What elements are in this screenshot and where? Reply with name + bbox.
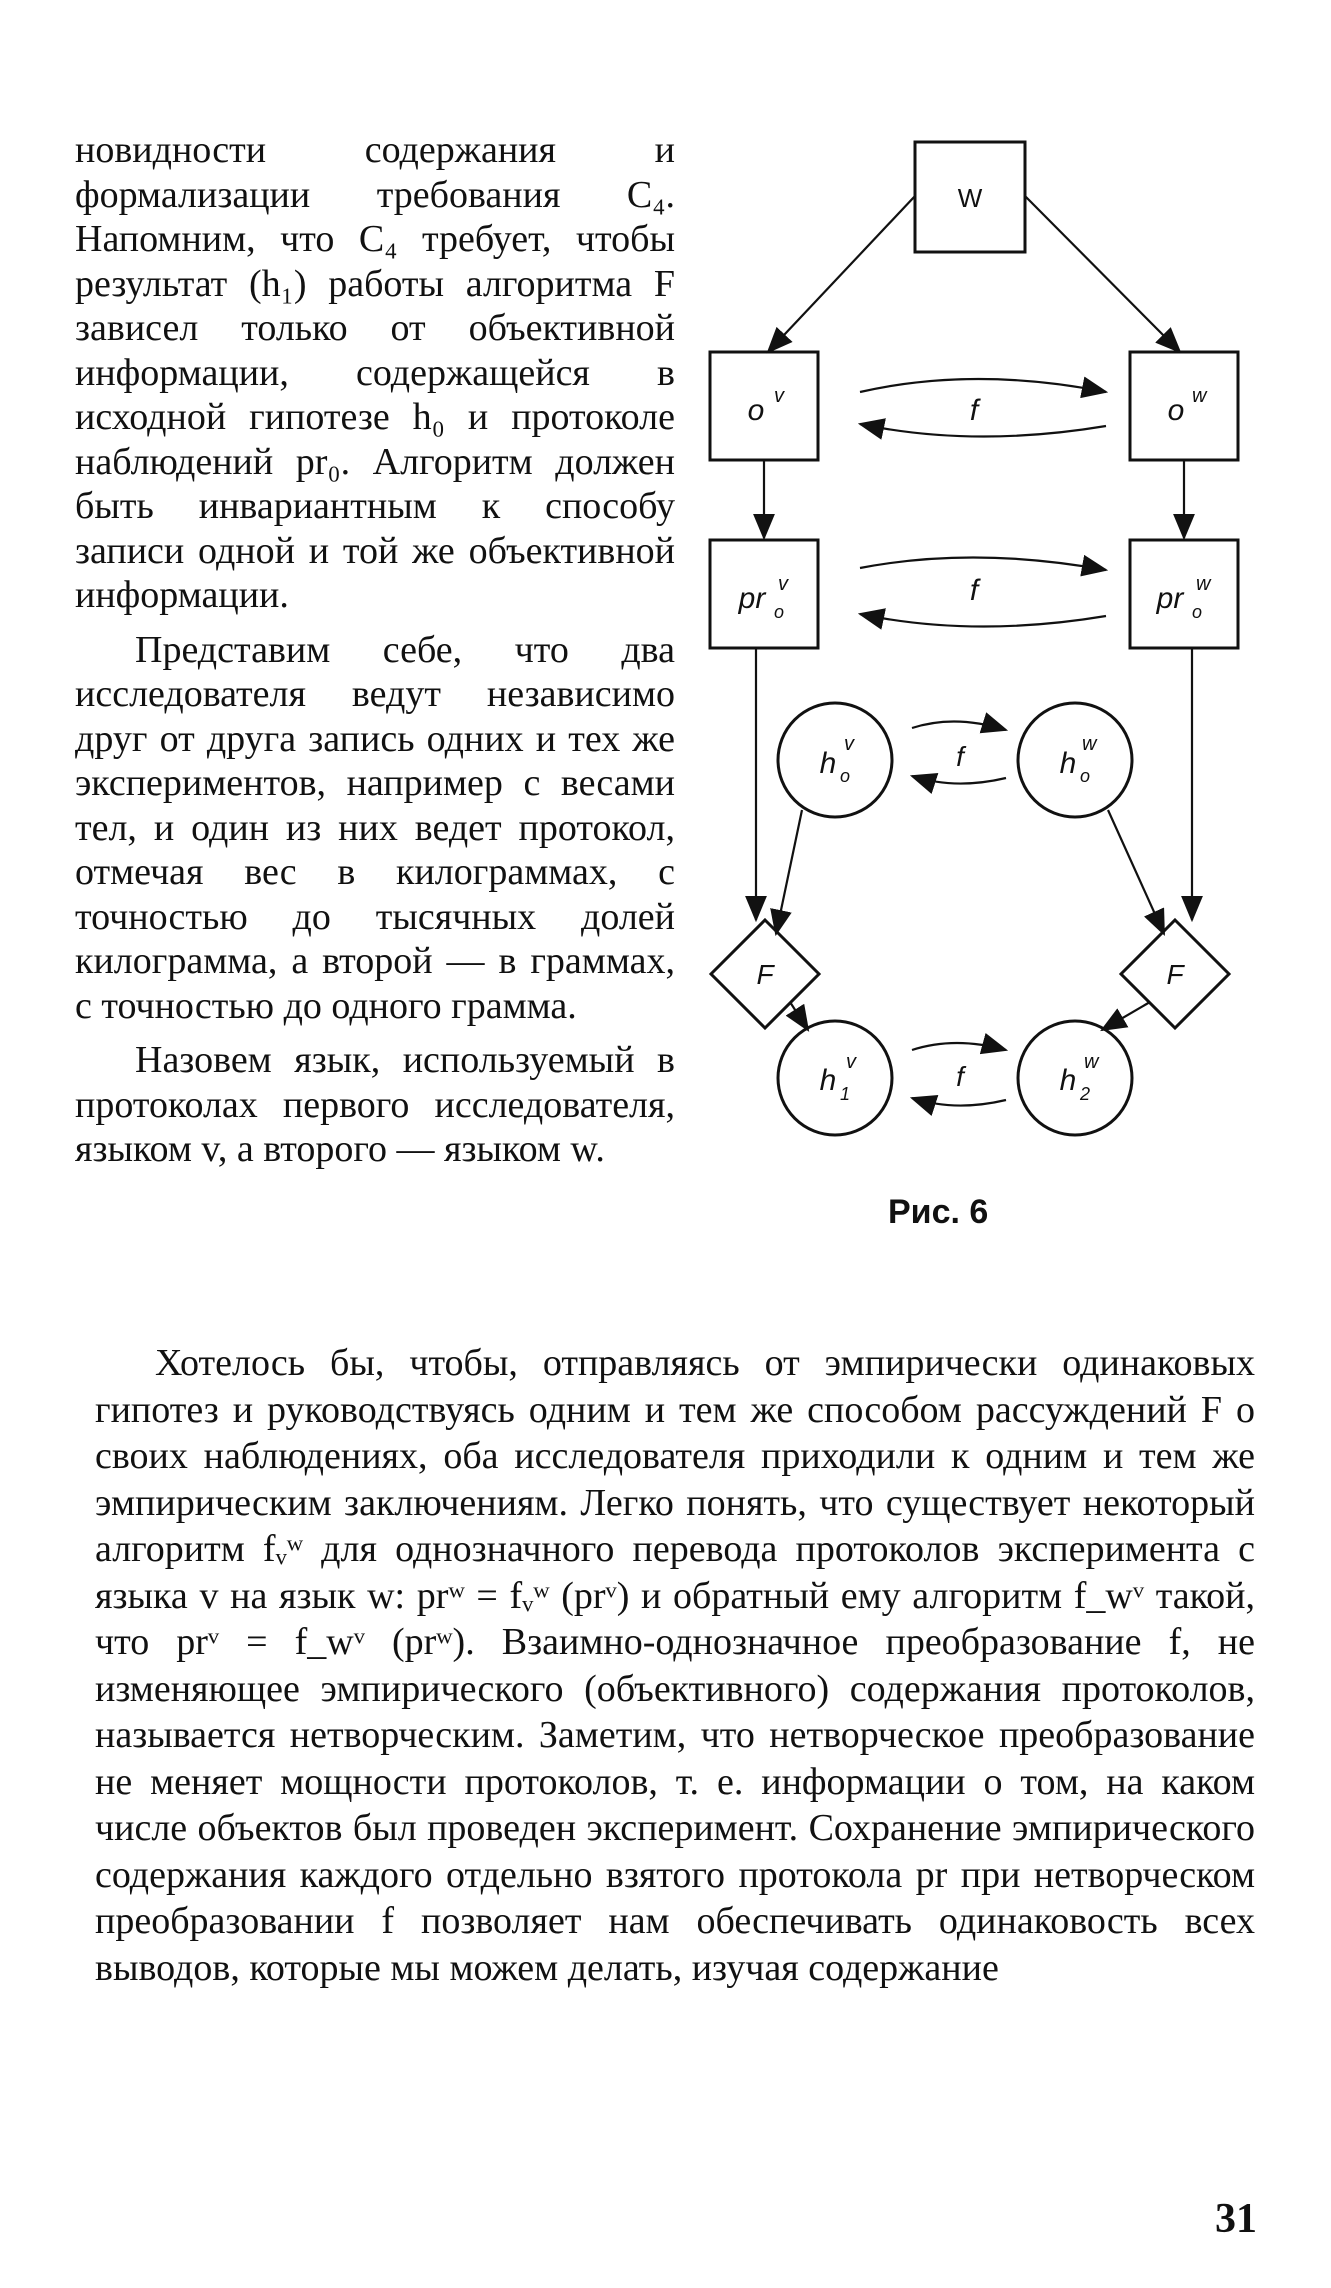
edge-w-ov: [768, 196, 915, 352]
node-pr-w-box: [1130, 540, 1238, 648]
map-label-4: f: [956, 1061, 964, 1092]
paragraph-2: Представим себе, что два исследователя ведут независимо друг от друга запись одних и тех же экспериментов, например с весами тел, и один из них ведет протокол, отмечая вес в килограммах, с точностью до тысячных долей килограмма, а второй — в граммах, с точностью до одного грамма.: [75, 628, 675, 1027]
node-h0-w: h: [1059, 747, 1077, 780]
paragraph-1: новидности содержания и формализации требования C₄. Напомним, что C₄ требует, чтобы результат (h₁) работы алгоритма F зависел только от объективной информации, содержащейся в исходной гипотезе h₀ и протоколе наблюдений pr₀. Алгоритм должен быть инвариантным к способу записи одной и той же объективной информации.: [75, 129, 675, 616]
node-h0-w-sup: w: [1082, 733, 1097, 755]
node-o-w-sup: w: [1192, 385, 1207, 407]
left-text-column: [75, 128, 675, 1182]
flow-diagram: [690, 130, 1290, 1180]
paragraph-4: Хотелось бы, чтобы, отправляясь от эмпирически одинаковых гипотез и руководствуясь одним и тем же способом рассуждений F о своих наблюдениях, оба исследователя приходили к одним и тем же эмпирическим заключениям. Легко понять, что существует некоторый алгоритм fᵥʷ для однозначного перевода протоколов эксперимента с языка v на язык w: prʷ = fᵥʷ (prᵛ) и обратный ему алгоритм f_wᵛ такой, что prᵛ = f_wᵛ (prʷ). Взаимно-однозначное преобразование f, не изменяющее эмпирического (объективного) содержания протоколов, называется нетворческим. Заметим, что нетворческое преобразование не меняет мощности протоколов, т. е. информации о том, на каком числе объектов был проведен эксперимент. Сохранение эмпирического содержания каждого отдельно взятого протокола pr при нетворческом преобразовании f позволяет нам обеспечивать одинаковость всех выводов, которые мы можем делать, изучая содержание: [95, 1342, 1255, 1989]
node-pr-w: pr: [1156, 582, 1184, 615]
node-pr-v-sub: o: [774, 602, 785, 622]
paragraph-3: Назовем язык, используемый в протоколах первого исследователя, языком v, а второго — языком w.: [75, 1039, 675, 1170]
edge-f-h1: [790, 1002, 808, 1030]
node-w: W: [957, 183, 983, 213]
node-o-w: o: [1167, 394, 1185, 427]
node-pr-v: pr: [738, 582, 766, 615]
full-width-text: [95, 1340, 1255, 2001]
map-o-back: [860, 424, 1106, 437]
map-pr-back: [860, 614, 1106, 627]
node-h1-v-sup: v: [846, 1051, 856, 1073]
node-pr-w-sub: o: [1192, 602, 1203, 622]
map-o-forward: [860, 379, 1106, 392]
node-o-v-sup: v: [774, 385, 784, 407]
map-h-back: [912, 1098, 1006, 1106]
map-h0-back: [912, 776, 1006, 784]
node-h0-v-sub: o: [840, 766, 851, 786]
node-h0-w-sub: o: [1080, 766, 1091, 786]
node-h2-w-sub: 2: [1080, 1084, 1091, 1104]
node-o-v: o: [747, 394, 765, 427]
node-h0-v: h: [819, 747, 837, 780]
node-h1-v: h: [819, 1064, 837, 1097]
node-h0-v-sup: v: [844, 733, 854, 755]
map-h0-forward: [912, 721, 1006, 730]
node-f-right: F: [1166, 959, 1184, 990]
map-label-1: f: [969, 394, 979, 427]
node-h1-v-sub: 1: [840, 1084, 851, 1104]
node-h2-w-sup: w: [1084, 1051, 1099, 1073]
node-pr-w-sup: w: [1196, 573, 1211, 595]
node-pr-v-sup: v: [778, 573, 788, 595]
edge-f-h2: [1102, 1002, 1150, 1030]
edge-h0v-f: [776, 810, 802, 934]
map-pr-forward: [860, 557, 1106, 570]
node-f-left: F: [756, 959, 774, 990]
map-label-2: f: [969, 574, 979, 607]
edge-w-ow: [1025, 196, 1180, 352]
figure-caption: Рис. 6: [888, 1193, 989, 1231]
page-number: 31: [1215, 2196, 1257, 2242]
map-label-3: f: [956, 741, 964, 772]
edge-h0w-f: [1108, 810, 1164, 934]
map-h-forward: [912, 1043, 1006, 1050]
node-h2-w: h: [1059, 1064, 1077, 1097]
figure-6: [690, 130, 1290, 1290]
